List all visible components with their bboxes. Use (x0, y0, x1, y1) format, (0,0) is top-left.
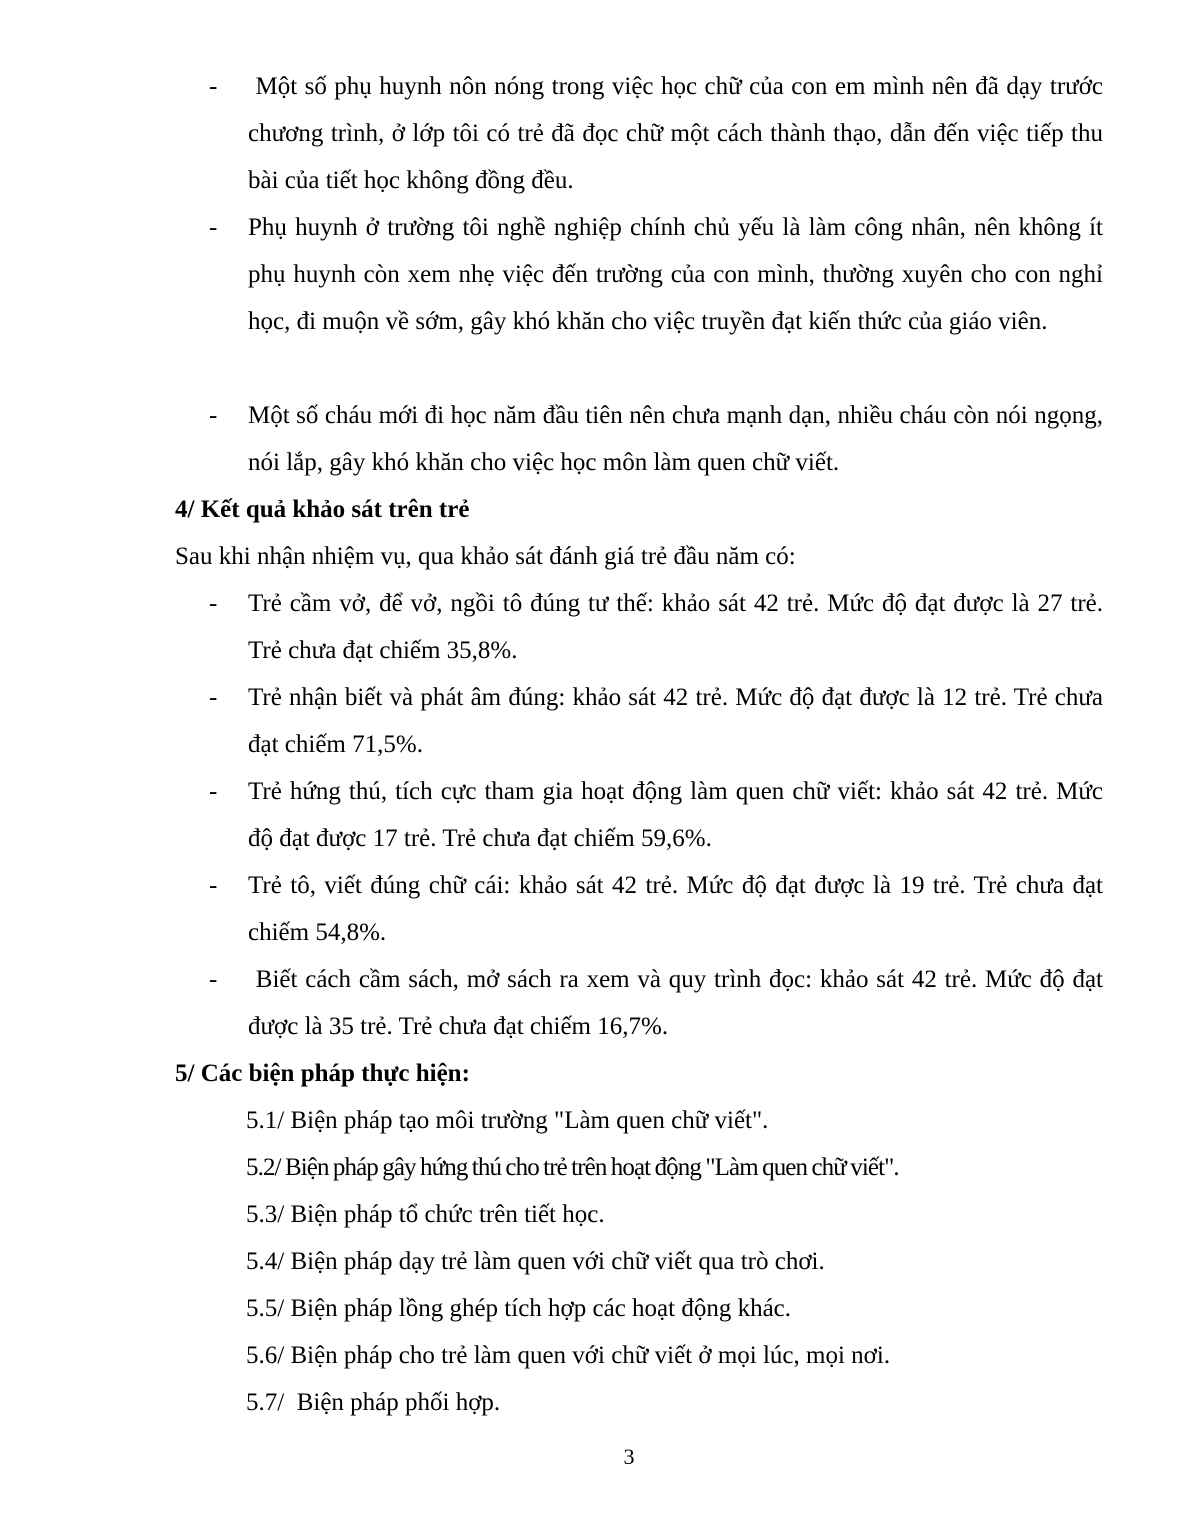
measure-item: 5.2/ Biện pháp gây hứng thú cho trẻ trên hoạt động "Làm quen chữ viết". (246, 1154, 899, 1181)
survey-item-text: Trẻ nhận biết và phát âm đúng: khảo sát 42 trẻ. Mức độ đạt được là 12 trẻ. Trẻ chưa đạt chiếm 71,5%. (248, 684, 1103, 758)
difficulty-item (175, 392, 1103, 486)
measure-item: 5.3/ Biện pháp tổ chức trên tiết học. (246, 1201, 605, 1228)
difficulty-item-text: Phụ huynh ở trường tôi nghề nghiệp chính chủ yếu là làm công nhân, nên không ít phụ huynh còn xem nhẹ việc đến trường của con mình, thường xuyên cho con nghỉ học, đi muộn về sớm, gây khó khăn cho việc truyền đạt kiến thức của giáo viên. (248, 214, 1103, 335)
survey-item (175, 768, 1103, 862)
bullet-marker: - (209, 966, 218, 993)
difficulty-item (175, 63, 1116, 204)
bullet-marker: - (209, 73, 218, 100)
survey-item (175, 862, 1103, 956)
survey-item-text: Trẻ hứng thú, tích cực tham gia hoạt động làm quen chữ viết: khảo sát 42 trẻ. Mức độ đạt được 17 trẻ. Trẻ chưa đạt chiếm 59,6%. (248, 778, 1103, 852)
difficulty-item-text: Một số cháu mới đi học năm đầu tiên nên chưa mạnh dạn, nhiều cháu còn nói ngọng, nói lắp, gây khó khăn cho việc học môn làm quen chữ viết. (248, 402, 1103, 476)
survey-item-text: Trẻ tô, viết đúng chữ cái: khảo sát 42 trẻ. Mức độ đạt được là 19 trẻ. Trẻ chưa đạt chiếm 54,8%. (248, 872, 1103, 946)
survey-item (175, 580, 1103, 674)
bullet-marker: - (209, 214, 218, 241)
bullet-marker: - (209, 684, 218, 711)
measure-item: 5.4/ Biện pháp dạy trẻ làm quen với chữ viết qua trò chơi. (246, 1248, 825, 1275)
difficulty-item (175, 204, 1103, 345)
measure-item: 5.1/ Biện pháp tạo môi trường "Làm quen chữ viết". (246, 1107, 769, 1134)
measure-item: 5.5/ Biện pháp lồng ghép tích hợp các hoạt động khác. (246, 1295, 792, 1322)
survey-item-text: Biết cách cầm sách, mở sách ra xem và quy trình đọc: khảo sát 42 trẻ. Mức độ đạt được là 35 trẻ. Trẻ chưa đạt chiếm 16,7%. (248, 966, 1110, 1040)
bullet-marker: - (209, 778, 218, 805)
section-5-heading: 5/ Các biện pháp thực hiện: (175, 1060, 470, 1087)
bullet-marker: - (209, 872, 218, 899)
bullet-marker: - (209, 590, 218, 617)
section-4-intro: Sau khi nhận nhiệm vụ, qua khảo sát đánh giá trẻ đầu năm có: (175, 543, 796, 570)
bullet-marker: - (209, 402, 218, 429)
section-4-heading: 4/ Kết quả khảo sát trên trẻ (175, 496, 470, 523)
survey-item (175, 956, 1110, 1050)
measure-item: 5.7/ Biện pháp phối hợp. (246, 1389, 501, 1416)
survey-item (175, 674, 1103, 768)
survey-item-text: Trẻ cầm vở, để vở, ngồi tô đúng tư thế: khảo sát 42 trẻ. Mức độ đạt được là 27 trẻ. Trẻ chưa đạt chiếm 35,8%. (248, 590, 1103, 664)
difficulty-item-text: Một số phụ huynh nôn nóng trong việc học chữ của con em mình nên đã dạy trước chương trình, ở lớp tôi có trẻ đã đọc chữ một cách thành thạo, dẫn đến việc tiếp thu bài của tiết học không đồng đều. (248, 73, 1116, 194)
page-number: 3 (623, 1444, 635, 1469)
measure-item: 5.6/ Biện pháp cho trẻ làm quen với chữ viết ở mọi lúc, mọi nơi. (246, 1342, 891, 1369)
